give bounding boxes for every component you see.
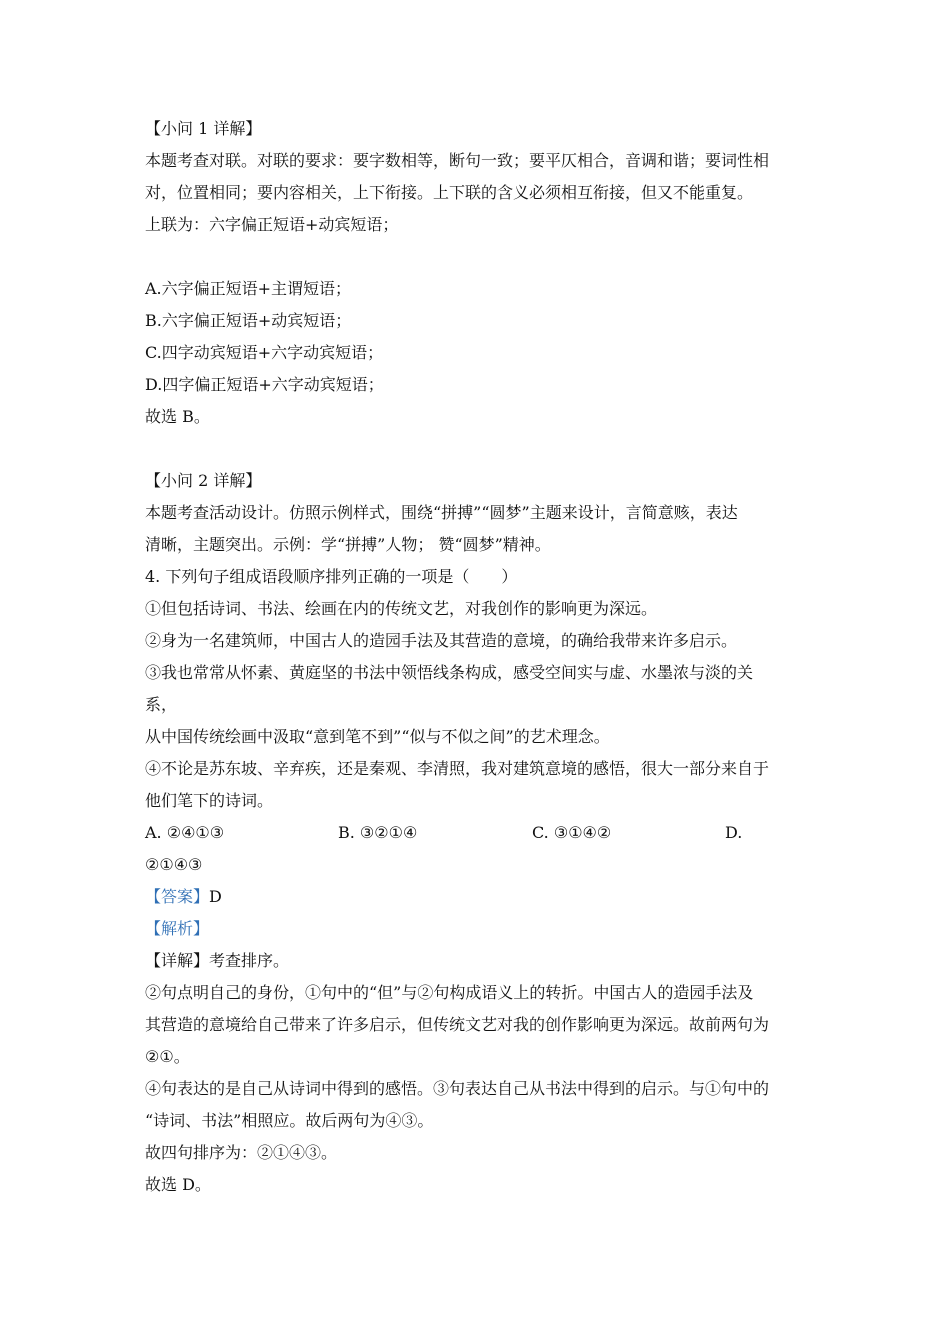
q4-option-a: A. ②④①③ bbox=[145, 823, 225, 842]
q4-options bbox=[145, 817, 805, 849]
q1-heading: 【小问 1 详解】 bbox=[145, 119, 262, 138]
q4-option-d: D. bbox=[725, 823, 743, 842]
analysis-label: 【解析】 bbox=[145, 919, 210, 938]
q1-conclusion: 故选 B。 bbox=[145, 407, 210, 426]
q4-sentence-3-line-3: 从中国传统绘画中汲取“意到笔不到”“似与不似之间”的艺术理念。 bbox=[145, 727, 610, 746]
answer-line bbox=[145, 881, 805, 913]
detail-label: 【详解】 bbox=[145, 951, 210, 970]
q1-upper-couplet: 上联为：六字偏正短语+动宾短语； bbox=[145, 215, 399, 234]
analysis-line-2: 其营造的意境给自己带来了许多启示，但传统文艺对我的创作影响更为深远。故前两句为 bbox=[145, 1015, 770, 1034]
q4-option-d-value: ②①④③ bbox=[145, 855, 203, 874]
answer-label: 【答案】 bbox=[145, 887, 210, 906]
q4-option-b: B. ③②①④ bbox=[338, 823, 418, 842]
q1-intro-line-2: 对，位置相同；要内容相关，上下衔接。上下联的含义必须相互衔接，但又不能重复。 bbox=[145, 183, 754, 202]
q1-option-d: D.四字偏正短语+六字动宾短语； bbox=[145, 375, 384, 394]
document-page bbox=[145, 113, 805, 1201]
q4-sentence-2: ②身为一名建筑师，中国古人的造园手法及其营造的意境，的确给我带来许多启示。 bbox=[145, 631, 738, 650]
analysis-line-4: ④句表达的是自己从诗词中得到的感悟。③句表达自己从书法中得到的启示。与①句中的 bbox=[145, 1079, 770, 1098]
q1-option-a: A.六字偏正短语+主谓短语； bbox=[145, 279, 352, 298]
q4-sentence-3-line-1: ③我也常常从怀素、黄庭坚的书法中领悟线条构成，感受空间实与虚、水墨浓与淡的关 bbox=[145, 663, 754, 682]
analysis-line-1: ②句点明自己的身份，①句中的“但”与②句构成语义上的转折。中国古人的造园手法及 bbox=[145, 983, 754, 1002]
q4-sentence-4-line-1: ④不论是苏东坡、辛弃疾，还是秦观、李清照，我对建筑意境的感悟，很大一部分来自于 bbox=[145, 759, 770, 778]
analysis-line-7: 故选 D。 bbox=[145, 1175, 211, 1194]
analysis-line-5: “诗词、书法”相照应。故后两句为④③。 bbox=[145, 1111, 434, 1130]
q4-stem: 4. 下列句子组成语段顺序排列正确的一项是（ ） bbox=[145, 567, 518, 586]
detail-text: 考查排序。 bbox=[209, 951, 290, 970]
q4-option-c: C. ③①④② bbox=[532, 823, 612, 842]
spacer bbox=[145, 433, 805, 465]
q4-sentence-1: ①但包括诗词、书法、绘画在内的传统文艺，对我创作的影响更为深远。 bbox=[145, 599, 658, 618]
analysis-line-3: ②①。 bbox=[145, 1047, 190, 1066]
q2-line-1: 本题考查活动设计。仿照示例样式，围绕“拼搏”“圆梦”主题来设计，言简意赅，表达 bbox=[145, 503, 738, 522]
answer-value: D bbox=[209, 887, 222, 906]
q1-option-c: C.四字动宾短语+六字动宾短语； bbox=[145, 343, 384, 362]
detail-line bbox=[145, 945, 805, 977]
q2-heading: 【小问 2 详解】 bbox=[145, 471, 262, 490]
q4-sentence-3-line-2: 系， bbox=[145, 695, 178, 714]
q1-intro-line-1: 本题考查对联。对联的要求：要字数相等，断句一致；要平仄相合，音调和谐；要词性相 bbox=[145, 151, 770, 170]
q1-option-b: B.六字偏正短语+动宾短语； bbox=[145, 311, 352, 330]
analysis-line-6: 故四句排序为：②①④③。 bbox=[145, 1143, 338, 1162]
q2-line-2: 清晰，主题突出。示例：学“拼搏”人物； 赞“圆梦”精神。 bbox=[145, 535, 551, 554]
q4-sentence-4-line-2: 他们笔下的诗词。 bbox=[145, 791, 274, 810]
spacer bbox=[145, 241, 805, 273]
